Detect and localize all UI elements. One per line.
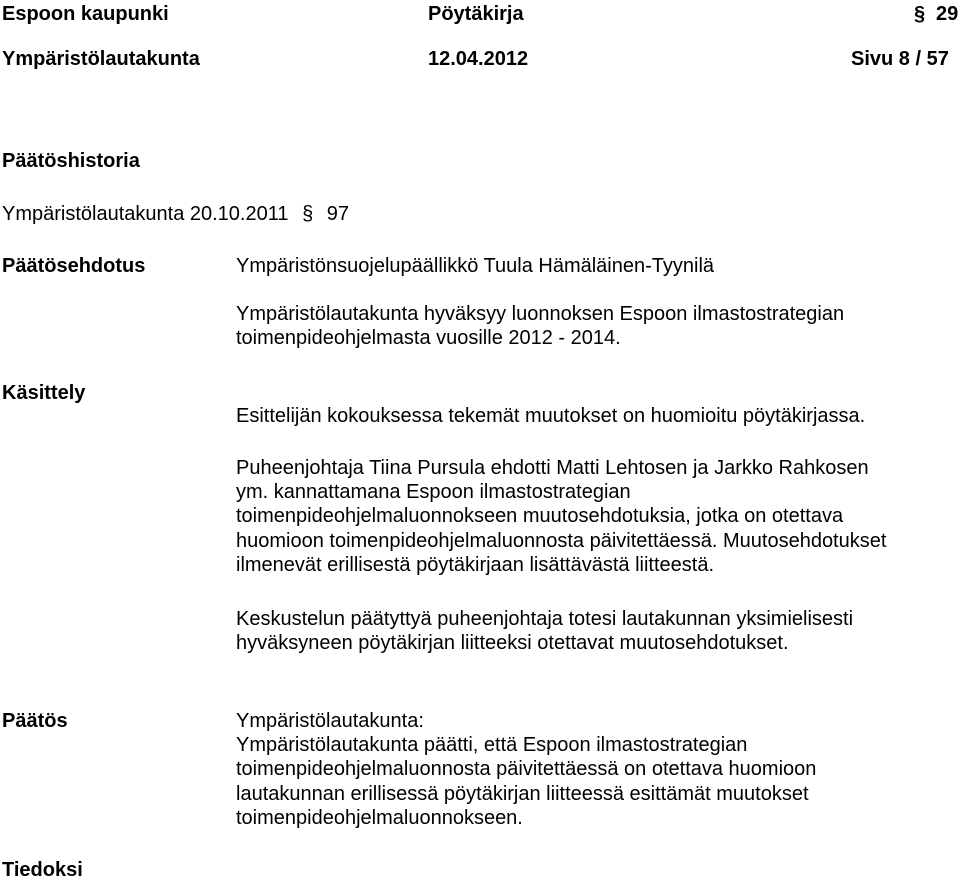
- history-meeting-label: Ympäristölautakunta 20.10.2011: [2, 203, 289, 225]
- decision-text: [236, 709, 951, 830]
- organization-name: Espoon kaupunki: [2, 3, 169, 25]
- handling-line: ilmenevät erillisestä pöytäkirjaan lisättävästä liitteestä.: [236, 553, 714, 576]
- proposal-line: Ympäristölautakunta hyväksyy luonnoksen Espoon ilmastostrategian: [236, 303, 845, 325]
- decision-line: Ympäristölautakunta:: [236, 710, 424, 732]
- proposal-text: [236, 302, 951, 350]
- proposal-presenter: Ympäristönsuojelupäällikkö Tuula Hämäläinen-Tyynilä: [236, 255, 715, 277]
- section-sign-icon: §: [914, 3, 926, 25]
- section-number: 29: [936, 3, 959, 25]
- decision-line: toimenpideohjelmaluonnokseen.: [236, 806, 523, 829]
- handling-paragraph-3: [236, 607, 951, 655]
- section-sign-icon: §: [302, 203, 314, 225]
- notice-label: Tiedoksi: [2, 859, 83, 881]
- page-number: Sivu 8 / 57: [851, 48, 949, 70]
- decision-line: lautakunnan erillisessä pöytäkirjan liitteessä esittämät muutokset: [236, 782, 809, 805]
- handling-label: Käsittely: [2, 382, 86, 404]
- handling-paragraph-1: Esittelijän kokouksessa tekemät muutokset on huomioitu pöytäkirjassa.: [236, 405, 866, 427]
- handling-line: Keskustelun päätyttyä puheenjohtaja totesi lautakunnan yksimielisesti: [236, 608, 854, 630]
- decision-line: Ympäristölautakunta päätti, että Espoon ilmastostrategian: [236, 734, 748, 757]
- handling-line: Puheenjohtaja Tiina Pursula ehdotti Matti Lehtosen ja Jarkko Rahkosen: [236, 457, 869, 479]
- handling-line: hyväksyneen pöytäkirjan liitteeksi otettavat muutosehdotukset.: [236, 632, 789, 655]
- document-type: Pöytäkirja: [428, 3, 524, 25]
- decision-label: Päätös: [2, 710, 68, 732]
- history-meeting-section: 97: [326, 203, 349, 225]
- history-meeting-ref: [2, 202, 349, 226]
- handling-line: huomioon toimenpideohjelmaluonnosta päivitettäessä. Muutosehdotukset: [236, 529, 887, 552]
- proposal-label: Päätösehdotus: [2, 255, 146, 277]
- board-name: Ympäristölautakunta: [2, 48, 200, 70]
- handling-line: ym. kannattamana Espoon ilmastostrategian: [236, 481, 631, 504]
- history-heading: Päätöshistoria: [2, 150, 140, 172]
- handling-paragraph-2: [236, 456, 951, 577]
- handling-line: toimenpideohjelmaluonnokseen muutosehdotuksia, jotka on otettava: [236, 505, 844, 528]
- proposal-line: toimenpideohjelmasta vuosille 2012 - 2014.: [236, 327, 621, 350]
- meeting-date: 12.04.2012: [428, 48, 529, 70]
- decision-line: toimenpideohjelmaluonnosta päivitettäessä on otettava huomioon: [236, 758, 817, 781]
